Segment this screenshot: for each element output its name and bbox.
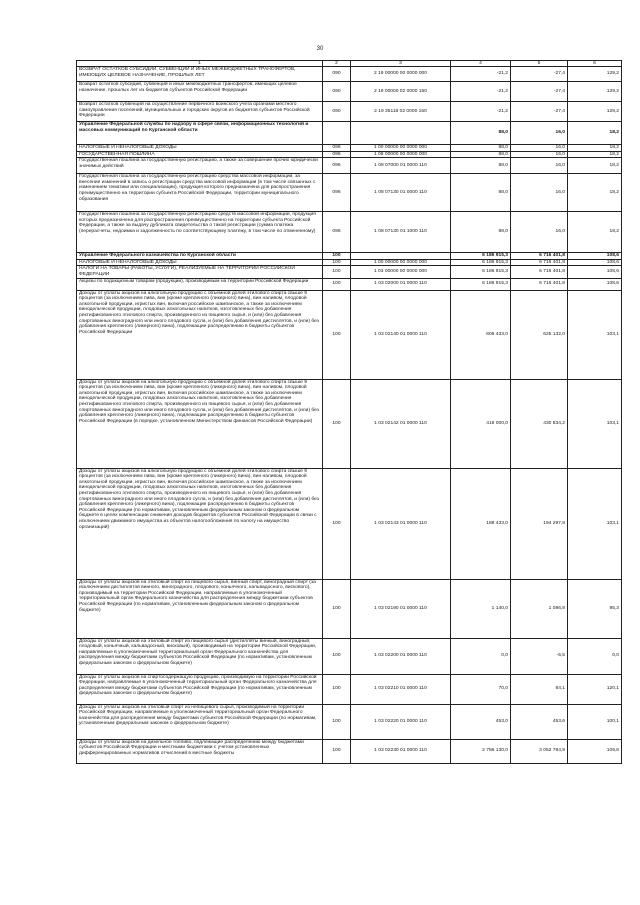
- admin-code: 096: [323, 145, 351, 152]
- budget-classification-code: 1 03 02190 01 0000 110: [351, 579, 451, 638]
- column-header: 3: [351, 61, 451, 67]
- admin-code: 100: [323, 253, 351, 260]
- income-item-name: НАЛОГОВЫЕ И НЕНАЛОГОВЫЕ ДОХОДЫ: [77, 145, 323, 152]
- planned-amount: -21,2: [451, 82, 511, 102]
- actual-amount: 16,0: [511, 145, 568, 152]
- admin-code: 096: [323, 174, 351, 212]
- budget-classification-code: 1 08 00000 00 0000 000: [351, 151, 451, 158]
- budget-classification-code: 1 03 02142 01 0000 110: [351, 379, 451, 468]
- page-number: 30: [316, 46, 324, 52]
- budget-classification-code: 2 19 00000 02 0000 150: [351, 82, 451, 102]
- execution-percent: 108,6: [568, 266, 622, 278]
- budget-classification-code: 1 03 02200 01 0000 110: [351, 638, 451, 674]
- execution-percent: 103,1: [568, 290, 622, 379]
- table-row: [77, 266, 622, 278]
- planned-amount: 453,0: [451, 704, 511, 739]
- table-row: [77, 145, 622, 152]
- actual-amount: 16,0: [511, 151, 568, 158]
- income-item-name: Доходы от уплаты акцизов на этиловый спирт из пищевого сырья, винный спирт, виноградный спирт (за исключением дистиллятов винного, виноградного, плодового, коньячного, кальвадосного, вискового), производимый на территории Российской Федерации, направляемые в уполномоченный территориальный орган Федерального казначейства для распределения между бюджетами субъектов Российской Федерации (по нормативам, установленным федеральным законом о федеральном бюджете): [77, 579, 323, 638]
- planned-amount: 88,0: [451, 145, 511, 152]
- planned-amount: 88,0: [451, 158, 511, 174]
- income-item-name: Государственная пошлина за государственную регистрацию средства массовой информации, за внесение изменений в запись о регистрации средства массовой информации (в том числе связанных с изменением тематики или специализации), продукция которого предназначена для распространения преимущественно на территории субъекта Российской Федерации, территории муниципального образования: [77, 174, 323, 212]
- admin-code: 100: [323, 704, 351, 739]
- income-item-name: Государственная пошлина за государственную регистрацию средств массовой информации, продукция которых предназначена для распространения преимущественно на территории субъекта Российской Федерации, а также за выдачу дубликата свидетельства о такой регистрации (сумма платежа (перерасчеты, недоимка и задолженность по соответствующему платежу, в том числе по отмененному): [77, 212, 323, 253]
- actual-amount: 16,0: [511, 122, 568, 145]
- budget-classification-code: 1 03 02230 01 0000 110: [351, 739, 451, 763]
- budget-classification-code: 1 08 07130 01 1000 110: [351, 212, 451, 253]
- table-row: [77, 212, 622, 253]
- table-row: [77, 174, 622, 212]
- actual-amount: 6 716 401,8: [511, 259, 568, 266]
- execution-percent: 129,2: [568, 82, 622, 102]
- actual-amount: -5,5: [511, 638, 568, 674]
- admin-code: 100: [323, 278, 351, 290]
- actual-amount: 453,6: [511, 704, 568, 739]
- income-item-name: Управление Федерального казначейства по Курганской области: [77, 253, 323, 260]
- planned-amount: 88,0: [451, 174, 511, 212]
- execution-percent: 108,6: [568, 259, 622, 266]
- actual-amount: 194 297,8: [511, 468, 568, 579]
- table-row: [77, 379, 622, 468]
- column-header: 2: [323, 61, 351, 67]
- admin-code: 100: [323, 259, 351, 266]
- table-row: [77, 67, 622, 82]
- budget-classification-code: 1 03 02140 01 0000 110: [351, 290, 451, 379]
- income-item-name: Доходы от уплаты акцизов на алкогольную продукцию с объемной долей этилового спирта свыше 9 процентов (за исключением пива, вин (кроме крепленого (ликерного) вина), вин наливом, плодовой алкогольной продукции, игристых вин, включая российское шампанское, а также за исключением винодельческой продукции, плодовых алкогольных напитков, изготовленных без добавления ректификованного этилового спирта, произведенного из пищевого сырья, и (или) без добавления спиртованных виноградного или иного плодового сусла, и (или) без добавления дистиллятов, и (или) без добавления крепленого (ликерного) вина), подлежащие распределению в бюджеты субъектов Российской Федерации (по нормативам, установленным федеральным законом о федеральном бюджете в целях компенсации снижения доходов бюджетов субъектов Российской Федерации в связи с исключением движимого имущества из объектов налогообложения по налогу на имущество организаций): [77, 468, 323, 579]
- execution-percent: 18,2: [568, 158, 622, 174]
- actual-amount: 16,0: [511, 174, 568, 212]
- income-item-name: Доходы от уплаты акцизов на дизельное топливо, подлежащие распределению между бюджетами субъектов Российской Федерации и местными бюджетами с учетом установленных дифференцированных нормативов отчислений в местные бюджеты: [77, 739, 323, 763]
- admin-code: 100: [323, 579, 351, 638]
- income-item-name: Доходы от уплаты акцизов на спиртосодержащую продукцию, производимую на территории Российской Федерации, направляемые в уполномоченный территориальный орган Федерального казначейства для распределения между бюджетами субъектов Российской Федерации (по нормативам, установленным федеральным законом о федеральном бюджете): [77, 674, 323, 704]
- table-row: [77, 579, 622, 638]
- execution-percent: 95,3: [568, 579, 622, 638]
- actual-amount: 1 086,8: [511, 579, 568, 638]
- income-item-name: Управление Федеральной службы по надзору в сфере связи, информационных технологий и массовых коммуникаций по Курганской области: [77, 122, 323, 145]
- budget-classification-code: 1 03 00000 00 0000 000: [351, 266, 451, 278]
- budget-classification-code: 1 08 07130 01 0000 110: [351, 174, 451, 212]
- admin-code: 090: [323, 67, 351, 82]
- planned-amount: 88,0: [451, 212, 511, 253]
- actual-amount: 3 052 784,9: [511, 739, 568, 763]
- execution-percent: 109,6: [568, 739, 622, 763]
- budget-classification-code: 1 03 02220 01 0000 110: [351, 704, 451, 739]
- table-row: [77, 102, 622, 122]
- income-item-name: НАЛОГИ НА ТОВАРЫ (РАБОТЫ, УСЛУГИ), РЕАЛИЗУЕМЫЕ НА ТЕРРИТОРИИ РОССИЙСКОЙ ФЕДЕРАЦИИ: [77, 266, 323, 278]
- table-row: [77, 253, 622, 260]
- table-row: [77, 739, 622, 763]
- admin-code: 100: [323, 290, 351, 379]
- table-row: [77, 674, 622, 704]
- admin-code: 100: [323, 266, 351, 278]
- execution-percent: 100,1: [568, 704, 622, 739]
- actual-amount: 16,0: [511, 212, 568, 253]
- admin-code: 090: [323, 102, 351, 122]
- actual-amount: 6 716 401,8: [511, 278, 568, 290]
- income-item-name: Доходы от уплаты акцизов на алкогольную продукцию с объемной долей этилового спирта свыше 9 процентов (за исключением пива, вин (кроме крепленого (ликерного) вина), вин наливом, плодовой алкогольной продукции, игристых вин, включая российское шампанское, а также за исключением винодельческой продукции, плодовых алкогольных напитков, изготовленных без добавления ректификованного этилового спирта, произведенного из пищевого сырья, и (или) без добавления спиртованных виноградного или иного плодового сусла, и (или) без добавления дистиллятов, и (или) без добавления крепленого (ликерного) вина), подлежащие распределению в бюджеты субъектов Российской Федерации (в порядке, установленном Министерством финансов Российской Федерации): [77, 379, 323, 468]
- execution-percent: 129,2: [568, 67, 622, 82]
- admin-code: 100: [323, 638, 351, 674]
- table-row: [77, 158, 622, 174]
- planned-amount: 88,0: [451, 151, 511, 158]
- actual-amount: -27,4: [511, 67, 568, 82]
- planned-amount: 2 786 130,0: [451, 739, 511, 763]
- income-item-name: Доходы от уплаты акцизов на этиловый спирт из пищевого сырья (дистилляты винный, виноградный, плодовый, коньячный, кальвадосный, висковый), производимый на территории Российской Федерации, направляемые в уполномоченный территориальный орган Федерального казначейства для распределения между бюджетами субъектов Российской Федерации (по нормативам, установленным федеральным законом о федеральном бюджете): [77, 638, 323, 674]
- actual-amount: 430 834,2: [511, 379, 568, 468]
- execution-percent: 18,2: [568, 151, 622, 158]
- table-row: [77, 704, 622, 739]
- actual-amount: -27,4: [511, 102, 568, 122]
- income-item-name: НАЛОГОВЫЕ И НЕНАЛОГОВЫЕ ДОХОДЫ: [77, 259, 323, 266]
- admin-code: 090: [323, 82, 351, 102]
- income-item-name: Государственная пошлина за государственную регистрацию, а также за совершение прочих юридически значимых действий: [77, 158, 323, 174]
- actual-amount: 6 716 401,8: [511, 253, 568, 260]
- budget-classification-code: 1 03 02210 01 0000 110: [351, 674, 451, 704]
- planned-amount: 0,0: [451, 638, 511, 674]
- income-item-name: Возврат остатков субсидий, субвенций и иных межбюджетных трансфертов, имеющих целевое назначение, прошлых лет из бюджетов субъектов Российской Федерации: [77, 82, 323, 102]
- execution-percent: 108,6: [568, 278, 622, 290]
- table-row: [77, 151, 622, 158]
- planned-amount: 188 433,0: [451, 468, 511, 579]
- table-row: [77, 278, 622, 290]
- execution-percent: 18,2: [568, 212, 622, 253]
- admin-code: 100: [323, 379, 351, 468]
- admin-code: 100: [323, 674, 351, 704]
- planned-amount: 6 186 915,3: [451, 266, 511, 278]
- income-item-name: ГОСУДАРСТВЕННАЯ ПОШЛИНА: [77, 151, 323, 158]
- admin-code: 096: [323, 158, 351, 174]
- actual-amount: 6 716 401,8: [511, 266, 568, 278]
- income-item-name: Возврат остатков субвенций на осуществление первичного воинского учета органами местного самоуправления поселений, муниципальных и городских округов из бюджетов субъектов Российской Федерации: [77, 102, 323, 122]
- revenue-table: [76, 60, 622, 764]
- actual-amount: -27,4: [511, 82, 568, 102]
- planned-amount: 1 140,0: [451, 579, 511, 638]
- column-header: 4: [451, 61, 511, 67]
- actual-amount: 625 132,0: [511, 290, 568, 379]
- planned-amount: 6 186 915,3: [451, 259, 511, 266]
- income-item-name: ВОЗВРАТ ОСТАТКОВ СУБСИДИЙ, СУБВЕНЦИЙ И ИНЫХ МЕЖБЮДЖЕТНЫХ ТРАНСФЕРТОВ, ИМЕЮЩИХ ЦЕЛЕВОЕ НАЗНАЧЕНИЕ, ПРОШЛЫХ ЛЕТ: [77, 67, 323, 82]
- income-item-name: Доходы от уплаты акцизов на этиловый спирт из непищевого сырья, производимый на территории Российской Федерации, направляемые в уполномоченный территориальный орган Федерального казначейства для распределения между бюджетами субъектов Российской Федерации (по нормативам, установленным федеральным законом о федеральном бюджете): [77, 704, 323, 739]
- actual-amount: 84,1: [511, 674, 568, 704]
- budget-classification-code: 1 00 00000 00 0000 000: [351, 259, 451, 266]
- income-item-name: Доходы от уплаты акцизов на алкогольную продукцию с объемной долей этилового спирта свыше 9 процентов (за исключением пива, вин (кроме крепленого (ликерного) вина), вин наливом, плодовой алкогольной продукции, игристых вин, включая российское шампанское, а также за исключением винодельческой продукции, плодовых алкогольных напитков, изготовленных без добавления ректификованного этилового спирта, произведенного из пищевого сырья, и (или) без добавления спиртованных виноградного или иного плодового сусла, и (или) без добавления дистиллятов, и (или) без добавления крепленого (ликерного) вина), подлежащие распределению в бюджеты субъектов Российской Федерации: [77, 290, 323, 379]
- column-header: 6: [568, 61, 622, 67]
- budget-classification-code: 1 00 00000 00 0000 000: [351, 145, 451, 152]
- planned-amount: 88,0: [451, 122, 511, 145]
- budget-classification-code: 2 19 35118 02 0000 150: [351, 102, 451, 122]
- column-header: 5: [511, 61, 568, 67]
- admin-code: 100: [323, 468, 351, 579]
- admin-code: [323, 122, 351, 145]
- execution-percent: 120,1: [568, 674, 622, 704]
- execution-percent: 18,2: [568, 174, 622, 212]
- planned-amount: 606 433,0: [451, 290, 511, 379]
- table-row: [77, 122, 622, 145]
- execution-percent: 108,6: [568, 253, 622, 260]
- admin-code: 096: [323, 151, 351, 158]
- table-row: [77, 638, 622, 674]
- planned-amount: -21,2: [451, 67, 511, 82]
- planned-amount: 6 186 915,3: [451, 253, 511, 260]
- admin-code: 096: [323, 212, 351, 253]
- column-header: 1: [77, 61, 323, 67]
- budget-classification-code: 1 03 02143 01 0000 110: [351, 468, 451, 579]
- actual-amount: 16,0: [511, 158, 568, 174]
- planned-amount: 70,0: [451, 674, 511, 704]
- table-row: [77, 259, 622, 266]
- execution-percent: 103,1: [568, 379, 622, 468]
- table-row: [77, 468, 622, 579]
- execution-percent: 103,1: [568, 468, 622, 579]
- admin-code: 100: [323, 739, 351, 763]
- execution-percent: 18,2: [568, 122, 622, 145]
- table-row: [77, 290, 622, 379]
- planned-amount: -21,2: [451, 102, 511, 122]
- budget-classification-code: [351, 253, 451, 260]
- budget-classification-code: 1 08 07000 01 0000 110: [351, 158, 451, 174]
- planned-amount: 418 000,0: [451, 379, 511, 468]
- execution-percent: 129,2: [568, 102, 622, 122]
- budget-classification-code: 2 19 00000 00 0000 000: [351, 67, 451, 82]
- budget-classification-code: 1 03 02000 01 0000 110: [351, 278, 451, 290]
- planned-amount: 6 186 915,3: [451, 278, 511, 290]
- execution-percent: 18,2: [568, 145, 622, 152]
- execution-percent: 0,0: [568, 638, 622, 674]
- table-row: [77, 82, 622, 102]
- income-item-name: Акцизы по подакцизным товарам (продукции), производимым на территории Российской Федерации: [77, 278, 323, 290]
- budget-classification-code: [351, 122, 451, 145]
